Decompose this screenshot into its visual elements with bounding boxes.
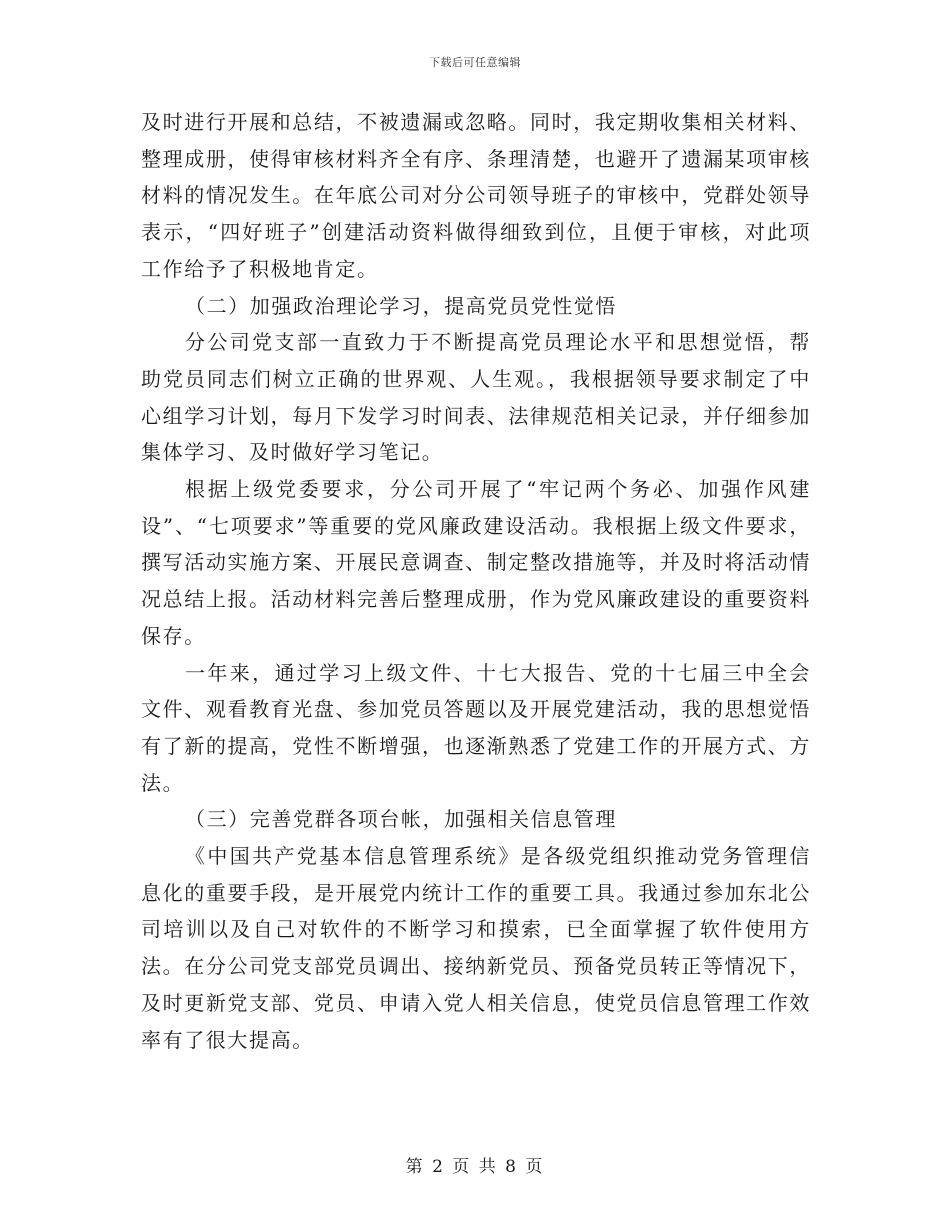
paragraph: 分公司党支部一直致力于不断提高党员理论水平和思想觉悟，帮助党员同志们树立正确的世界观、人生观。，我根据领导要求制定了中心组学习计划，每月下发学习时间表、法律规范相关记录，并仔细参加集体学习、及时做好学习笔记。 xyxy=(141,330,811,465)
paragraph: 一年来，通过学习上级文件、十七大报告、党的十七届三中全会文件、观看教育光盘、参加党员答题以及开展党建活动，我的思想觉悟有了新的提高，党性不断增强，也逐渐熟悉了党建工作的开展方式、方法。 xyxy=(141,660,811,795)
document-body xyxy=(141,104,811,1058)
header-note: 下载后可任意编辑 xyxy=(429,56,521,69)
paragraph: 《中国共产党基本信息管理系统》是各级党组织推动党务管理信息化的重要手段，是开展党内统计工作的重要工具。我通过参加东北公司培训以及自己对软件的不断学习和摸索，已全面掌握了软件使用方法。在分公司党支部党员调出、接纳新党员、预备党员转正等情况下，及时更新党支部、党员、申请入党人相关信息，使党员信息管理工作效率有了很大提高。 xyxy=(141,844,811,1052)
paragraph: 根据上级党委要求，分公司开展了“牢记两个务必、加强作风建设”、“七项要求”等重要的党风廉政建设活动。我根据上级文件要求，撰写活动实施方案、开展民意调查、制定整改措施等，并及时将活动情况总结上报。活动材料完善后整理成册，作为党风廉政建设的重要资料保存。 xyxy=(141,477,811,648)
paragraph-continuation: 及时进行开展和总结，不被遗漏或忽略。同时，我定期收集相关材料、整理成册，使得审核材料齐全有序、条理清楚，也避开了遗漏某项审核材料的情况发生。在年底公司对分公司领导班子的审核中，党群处领导表示，“四好班子”创建活动资料做得细致到位，且便于审核，对此项工作给予了积极地肯定。 xyxy=(141,110,811,281)
page-number-footer: 第 2 页 共 8 页 xyxy=(405,1157,545,1177)
section-heading-3: （三）完善党群各项台帐，加强相关信息管理 xyxy=(185,807,617,832)
section-heading-2: （二）加强政治理论学习，提高党员党性觉悟 xyxy=(185,293,617,318)
